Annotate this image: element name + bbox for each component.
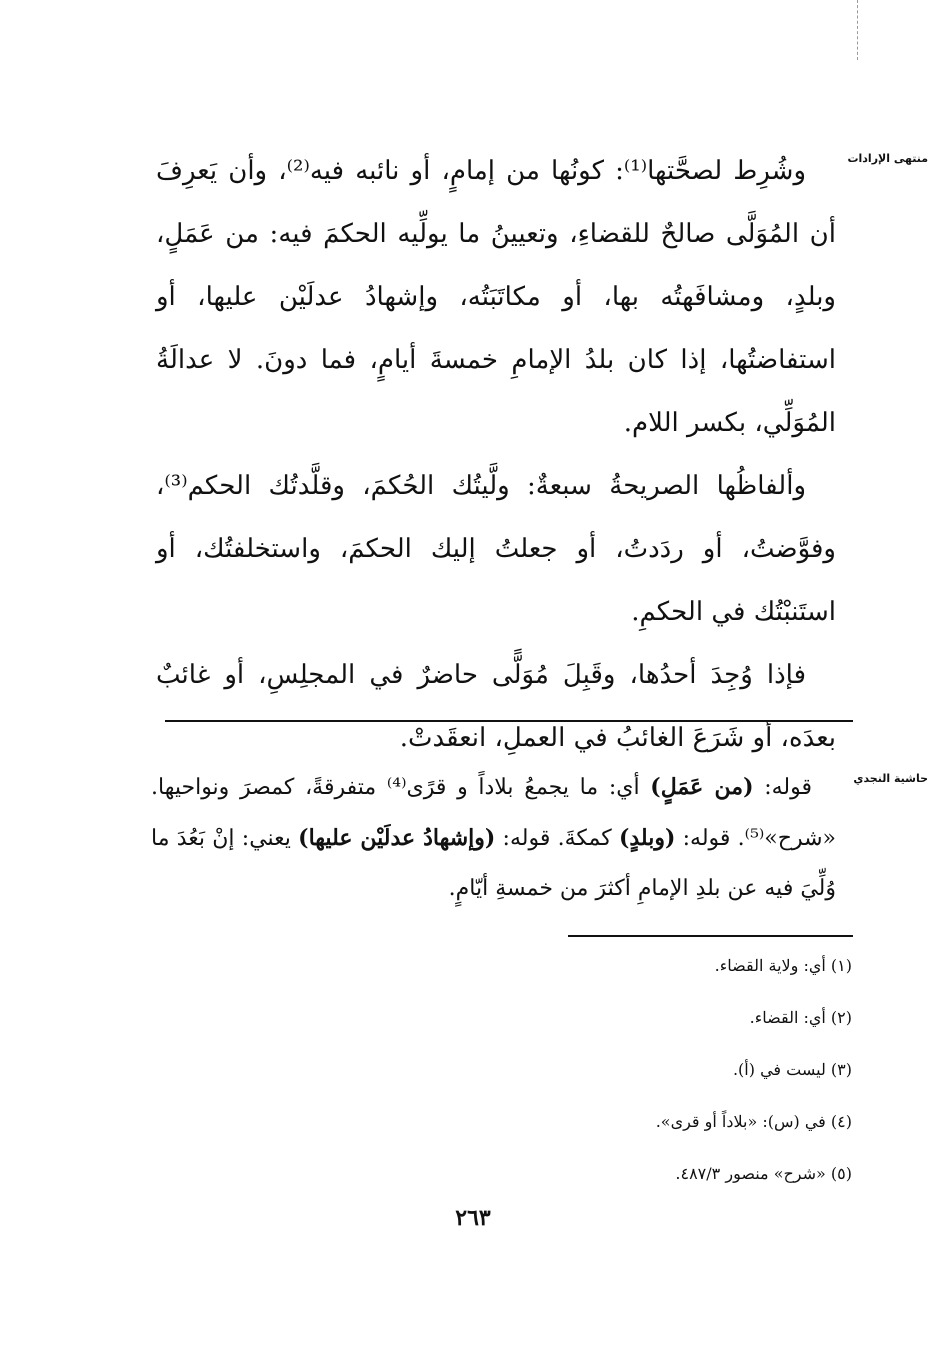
side-label-hashiya: حاشية النجدي: [853, 772, 928, 785]
hashiya-text-3: كمكةَ. قوله:: [495, 826, 619, 851]
hashiya-term-3: (وإشهادُ عدلَيْن عليها): [298, 825, 496, 851]
hashiya-text-1: قوله:: [753, 775, 812, 800]
footnotes: [252, 948, 852, 1208]
hashiya-term-2: (وبلدٍ): [618, 825, 676, 851]
main-paragraph-3: فإذا وُجِدَ أحدُها، وقَبِلَ مُوَلًّى حاضرٌ في المجلِسِ، أو غائبٌ بعدَه، أو شَرَعَ الغائبُ في العملِ، انعقَدتْ.: [156, 660, 836, 753]
footnote-divider: [568, 935, 853, 937]
section-divider: [165, 720, 853, 722]
footnote-3: (٣) ليست في (أ).: [732, 1060, 852, 1079]
margin-line: [857, 0, 858, 60]
main-text: [156, 140, 836, 770]
main-paragraph-2: وألفاظُها الصريحةُ سبعةٌ: ولَّيتُك الحُكمَ، وقلَّدتُك الحكم⁽³⁾، وفوَّضتُ، أو ردَدتُ، أو جعلتُ إليك الحكمَ، واستخلفتُك، أو استَنبْتُك في الحكمِ.: [156, 471, 836, 627]
footnote-2: (٢) أي: القضاء.: [749, 1008, 852, 1027]
page-number: ٢٦٣: [455, 1205, 491, 1231]
main-paragraph-1: وشُرِط لصحَّتها⁽¹⁾: كونُها من إمامٍ، أو نائبه فيه⁽²⁾، وأن يَعرِفَ أن المُوَلَّى صالحٌ للقضاءِ، وتعيينُ ما يولِّيه الحكمَ فيه: من عَمَلٍ، وبلدٍ، ومشافَهتُه بها، أو مكاتَبَتُه، وإشهادُ عدلَيْن عليها، أو استفاضتُها، إذا كان بلدُ الإمامِ خمسةَ أيامٍ، فما دونَ. لا عدالَةُ المُوَلِّي، بكسر اللام.: [156, 156, 836, 438]
footnote-4: (٤) في (س): «بلاداً أو قرى».: [655, 1112, 852, 1131]
footnote-1: (١) أي: ولاية القضاء.: [714, 956, 852, 975]
footnote-5: (٥) «شرح» منصور ٤٨٧/٣.: [675, 1164, 852, 1183]
hashiya-text: [151, 762, 836, 914]
hashiya-text-2: أي: ما يجمعُ بلاداً و قرًى⁽⁴⁾ متفرقةً، كمصرَ ونواحيها. «شرح»⁽⁵⁾. قوله:: [151, 775, 836, 851]
hashiya-text-4: يعني: إنْ بَعُدَ ما وُلِّيَ فيه عن بلدِ الإمامِ أكثرَ من خمسةِ أيّامٍ.: [151, 826, 836, 901]
side-label-matn: منتهى الإرادات: [847, 152, 928, 165]
hashiya-term-1: (من عَمَلٍ): [650, 774, 754, 800]
